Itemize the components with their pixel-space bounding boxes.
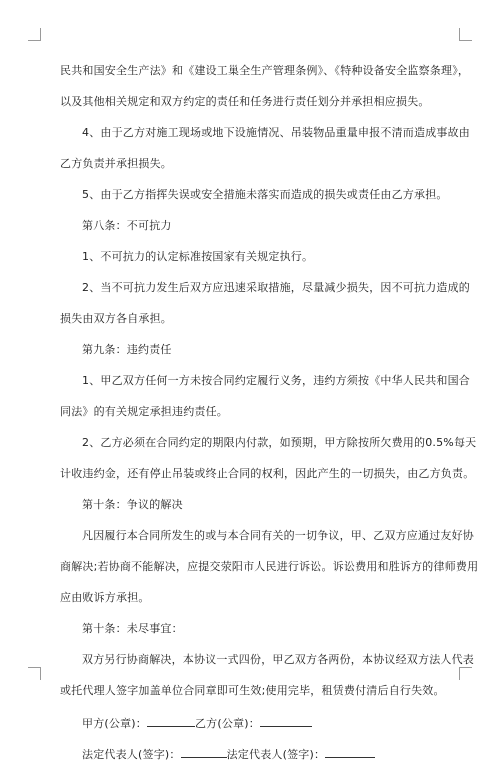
clause-line: 5、由于乙方指挥失误或安全措施未落实而造成的损失或责任由乙方承担。 bbox=[82, 188, 448, 201]
clause-line: 或托代理人签字加盖单位合同章即可生效;使用完毕，租赁费付清后自行失效。 bbox=[60, 684, 445, 697]
crop-mark-bottom-left bbox=[28, 667, 41, 680]
clause-line: 商解决;若协商不能解决，应提交荥阳市人民进行诉讼。诉讼费用和胜诉方的律师费用 bbox=[60, 560, 479, 573]
party-b-seal-field[interactable] bbox=[260, 715, 312, 727]
section-heading: 第十条：未尽事宜： bbox=[82, 622, 183, 635]
party-b-rep-field[interactable] bbox=[325, 746, 375, 758]
signature-row-seal bbox=[82, 715, 312, 731]
body-text-line: 民共和国安全生产法》和《建设工巢全生产管理条例》、《特种设备安全监察条理》， bbox=[60, 64, 470, 77]
clause-line: 凡因履行本合同所发生的或与本合同有关的一切争议，甲、乙双方应通过友好协 bbox=[82, 529, 474, 542]
crop-mark-top-left bbox=[28, 28, 41, 41]
clause-line: 计收违约金，还有停止吊装或终止合同的权利，因此产生的一切损失，由乙方负责。 bbox=[60, 467, 475, 480]
clause-line: 同法》的有关规定承担违约责任。 bbox=[60, 405, 228, 418]
section-heading: 第十条：争议的解决 bbox=[82, 498, 183, 511]
signature-row-representative bbox=[82, 746, 375, 762]
party-a-rep-label: 法定代表人(签字)： bbox=[82, 748, 181, 761]
party-b-rep-label: 法定代表人(签字)： bbox=[226, 748, 326, 761]
clause-line: 4、由于乙方对施工现场或地下设施情况、吊装物品重量申报不清而造成事故由 bbox=[82, 126, 470, 139]
clause-line: 1、甲乙双方任何一方未按合同约定履行义务，违约方须按《中华人民共和国合 bbox=[82, 374, 470, 387]
section-heading: 第八条：不可抗力 bbox=[82, 219, 172, 232]
clause-line: 乙方负责并承担损失。 bbox=[60, 157, 172, 170]
clause-line: 双方另行协商解决，本协议一式四份，甲乙双方各两份，本协议经双方法人代表 bbox=[82, 653, 474, 666]
section-heading: 第九条：违约责任 bbox=[82, 343, 172, 356]
crop-mark-top-right bbox=[459, 28, 472, 41]
clause-line: 1、不可抗力的认定标准按国家有关规定执行。 bbox=[82, 250, 314, 263]
party-a-rep-field[interactable] bbox=[181, 746, 227, 758]
clause-line: 2、乙方必须在合同约定的期限内付款，如预期，甲方除按所欠费用的0.5%每天 bbox=[82, 436, 477, 449]
clause-line: 损失由双方各自承担。 bbox=[60, 312, 172, 325]
party-a-seal-label: 甲方(公章)： bbox=[82, 717, 147, 730]
crop-mark-bottom-right bbox=[459, 667, 472, 680]
party-b-seal-label: 乙方(公章)： bbox=[194, 717, 260, 730]
clause-line: 应由败诉方承担。 bbox=[60, 591, 150, 604]
body-text-line: 以及其他相关规定和双方约定的责任和任务进行责任划分并承担相应损失。 bbox=[60, 95, 430, 108]
clause-line: 2、当不可抗力发生后双方应迅速采取措施，尽量减少损失，因不可抗力造成的 bbox=[82, 281, 470, 294]
party-a-seal-field[interactable] bbox=[147, 715, 195, 727]
